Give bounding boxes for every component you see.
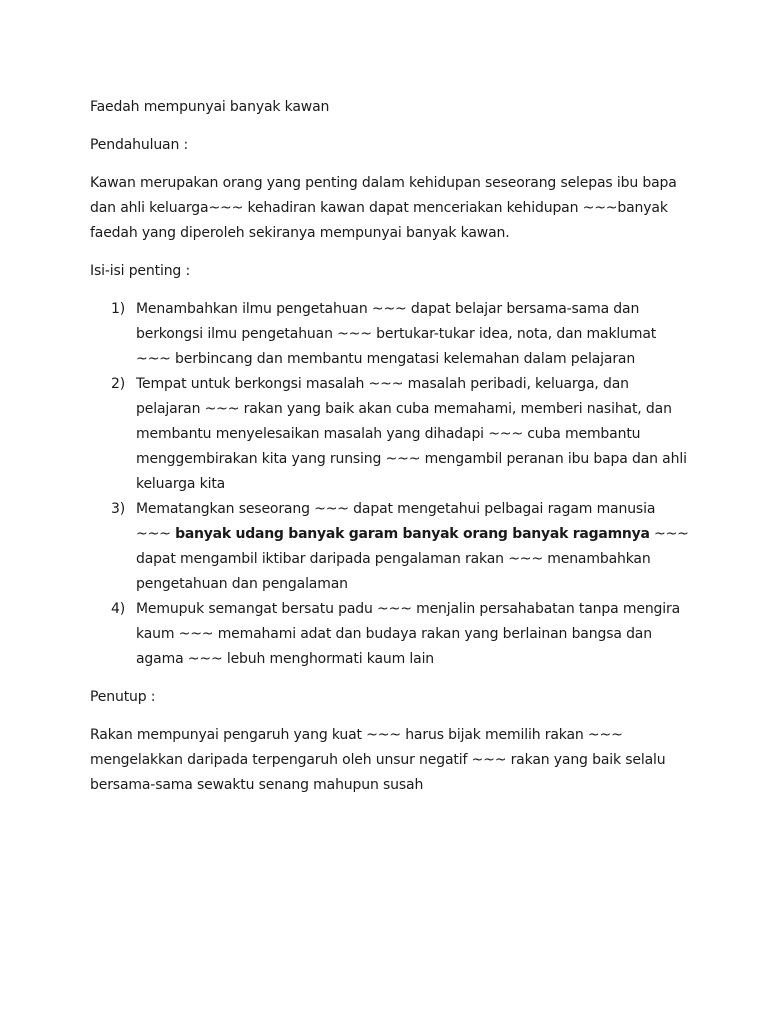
list-item-text: Tempat untuk berkongsi masalah ~~~ masalah peribadi, keluarga, dan pelajaran ~~~ rakan yang baik akan cuba memahami, memberi nasihat, dan membantu menyelesaikan masalah yang dihadapi ~~~ cuba membantu menggembirakan kita yang runsing ~~~ mengambil peranan ibu bapa dan ahli keluarga kita: [136, 376, 687, 492]
closing-paragraph: Rakan mempunyai pengaruh yang kuat ~~~ harus bijak memilih rakan ~~~ mengelakkan daripada terpengaruh oleh unsur negatif ~~~ rakan yang baik selalu bersama-sama sewaktu senang mahupun susah: [90, 727, 666, 793]
list-item-text: Memupuk semangat bersatu padu ~~~ menjalin persahabatan tanpa mengira kaum ~~~ memahami adat dan budaya rakan yang berlainan bangsa dan agama ~~~ lebuh menghormati kaum lain: [136, 601, 681, 667]
document-body: [90, 95, 690, 811]
proverb-bold-text: banyak udang banyak garam banyak orang banyak ragamnya: [175, 526, 650, 542]
list-item: [90, 297, 690, 372]
list-item-text: Menambahkan ilmu pengetahuan ~~~ dapat belajar bersama-sama dan berkongsi ilmu pengetahuan ~~~ bertukar-tukar idea, nota, dan maklumat ~~~ berbincang dan membantu mengatasi kelemahan dalam pelajaran: [136, 301, 657, 367]
intro-heading: Pendahuluan :: [90, 137, 189, 153]
list-item-number: 2): [111, 376, 126, 392]
body-heading: Isi-isi penting :: [90, 263, 191, 279]
list-item-text-before: Mematangkan seseorang ~~~ dapat mengetahui pelbagai ragam manusia ~~~: [136, 501, 656, 542]
points-list: [90, 297, 690, 672]
list-item: [90, 597, 690, 672]
list-item-text-after: ~~~ dapat mengambil iktibar daripada pengalaman rakan ~~~ menambahkan pengetahuan dan pengalaman: [136, 526, 689, 592]
closing-heading: Penutup :: [90, 689, 156, 705]
list-item: [90, 372, 690, 497]
list-item: [90, 497, 690, 597]
intro-paragraph: Kawan merupakan orang yang penting dalam kehidupan seseorang selepas ibu bapa dan ahli keluarga~~~ kehadiran kawan dapat menceriakan kehidupan ~~~banyak faedah yang diperoleh sekiranya mempunyai banyak kawan.: [90, 175, 677, 241]
list-item-number: 4): [111, 601, 126, 617]
list-item-number: 3): [111, 501, 126, 517]
list-item-number: 1): [111, 301, 126, 317]
document-title: Faedah mempunyai banyak kawan: [90, 99, 330, 115]
